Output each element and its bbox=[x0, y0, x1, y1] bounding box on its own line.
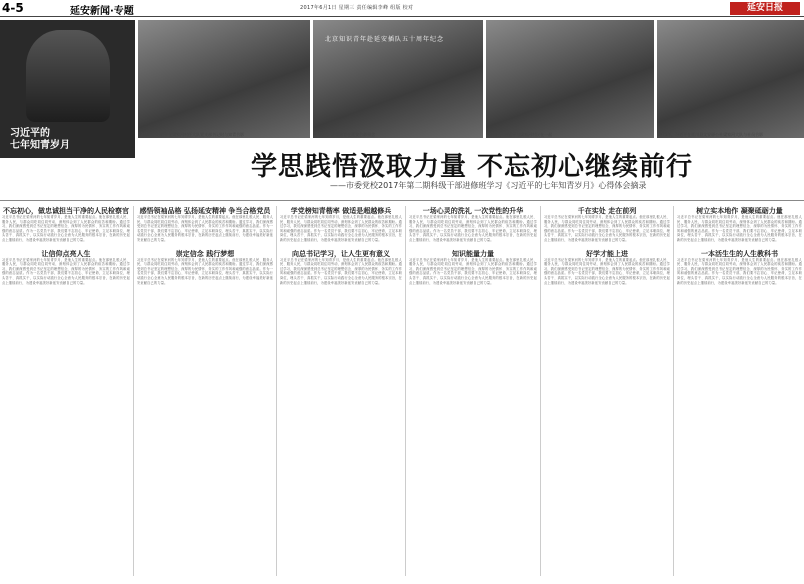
dateline: 2017年6月1日 星期三 责任编辑李峰 组版 校对 bbox=[300, 5, 414, 11]
sub-headline: ——市委党校2017年第二期科级干部进修班学习《习近平的七年知青岁月》心得体会摘录 bbox=[330, 181, 647, 190]
article-column-5 bbox=[544, 206, 670, 584]
book-title-line2: 七年知青岁月 bbox=[10, 140, 70, 151]
article-body: 习近平总书记在梁家河的七年知青岁月，是他人生的重要起点。他在那里扎根人民、服务人民，与群众同吃同住同劳动，深刻体会到了人民群众的疾苦和期盼。通过学习，我们深深感受到总书记坚定的理想信念、深厚的为民情怀、务实的工作作风和顽强的意志品质。作为一名党员干部，我们要不忘初心、牢记使命，立足本职岗位，埋头苦干、真抓实干，以实际行动践行全心全意为人民服务的根本宗旨，在新的历史起点上继续前行，为建设幸福美好新延安贡献自己的力量。 bbox=[2, 215, 130, 242]
book-cover-image bbox=[0, 20, 135, 158]
column-divider bbox=[673, 206, 674, 576]
article-title-2: 向总书记学习，让人生更有意义 bbox=[292, 248, 390, 258]
article-title: 千在实处 走在前列 bbox=[577, 206, 637, 215]
photo-caption-3: 1977年，习近平与梁家河村民在一起 bbox=[486, 132, 553, 137]
article-title: 一场心灵的洗礼 一次党性的升华 bbox=[422, 206, 524, 215]
article-title-2: 好学才能上进 bbox=[586, 248, 628, 258]
photo-banner-text-2: 北京知识青年赴延安插队五十周年纪念 bbox=[325, 36, 445, 43]
article-title: 学党榜知青楷率 做适是超越修兵 bbox=[290, 206, 392, 215]
article-title: 感悟领袖品格 弘扬延安精神 争当合格党员 bbox=[139, 206, 271, 215]
article-title-2: 崇定信念 践行梦想 bbox=[175, 248, 235, 258]
article-body-2: 习近平总书记在梁家河的七年知青岁月，是他人生的重要起点。他在那里扎根人民、服务人民，与群众同吃同住同劳动，深刻体会到了人民群众的疾苦和期盼。通过学习，我们深深感受到总书记坚定的理想信念、深厚的为民情怀、务实的工作作风和顽强的意志品质。作为一名党员干部，我们要不忘初心、牢记使命，立足本职岗位，埋头苦干、真抓实干，以实际行动践行全心全意为人民服务的根本宗旨，在新的历史起点上继续前行，为建设幸福美好新延安贡献自己的力量。 bbox=[677, 257, 802, 285]
section-suffix: ·专题 bbox=[110, 6, 134, 17]
article-column-3 bbox=[280, 206, 402, 584]
article-column-4 bbox=[409, 206, 537, 584]
article-body-2: 习近平总书记在梁家河的七年知青岁月，是他人生的重要起点。他在那里扎根人民、服务人民，与群众同吃同住同劳动，深刻体会到了人民群众的疾苦和期盼。通过学习，我们深深感受到总书记坚定的理想信念、深厚的为民情怀、务实的工作作风和顽强的意志品质。作为一名党员干部，我们要不忘初心、牢记使命，立足本职岗位，埋头苦干、真抓实干，以实际行动践行全心全意为人民服务的根本宗旨，在新的历史起点上继续前行，为建设幸福美好新延安贡献自己的力量。 bbox=[280, 257, 402, 285]
article-title: 不忘初心，做忠诚担当干净的人民检察官 bbox=[3, 206, 129, 215]
historical-photo-4 bbox=[657, 20, 804, 138]
article-column-1 bbox=[2, 206, 130, 584]
article-body-2: 习近平总书记在梁家河的七年知青岁月，是他人生的重要起点。他在那里扎根人民、服务人民，与群众同吃同住同劳动，深刻体会到了人民群众的疾苦和期盼。通过学习，我们深深感受到总书记坚定的理想信念、深厚的为民情怀、务实的工作作风和顽强的意志品质。作为一名党员干部，我们要不忘初心、牢记使命，立足本职岗位，埋头苦干、真抓实干，以实际行动践行全心全意为人民服务的根本宗旨，在新的历史起点上继续前行，为建设幸福美好新延安贡献自己的力量。 bbox=[409, 257, 537, 285]
article-body: 习近平总书记在梁家河的七年知青岁月，是他人生的重要起点。他在那里扎根人民、服务人民，与群众同吃同住同劳动，深刻体会到了人民群众的疾苦和期盼。通过学习，我们深深感受到总书记坚定的理想信念、深厚的为民情怀、务实的工作作风和顽强的意志品质。作为一名党员干部，我们要不忘初心、牢记使命，立足本职岗位，埋头苦干、真抓实干，以实际行动践行全心全意为人民服务的根本宗旨，在新的历史起点上继续前行，为建设幸福美好新延安贡献自己的力量。 bbox=[544, 215, 670, 242]
article-body-2: 习近平总书记在梁家河的七年知青岁月，是他人生的重要起点。他在那里扎根人民、服务人民，与群众同吃同住同劳动，深刻体会到了人民群众的疾苦和期盼。通过学习，我们深深感受到总书记坚定的理想信念、深厚的为民情怀、务实的工作作风和顽强的意志品质。作为一名党员干部，我们要不忘初心、牢记使命，立足本职岗位，埋头苦干、真抓实干，以实际行动践行全心全意为人民服务的根本宗旨，在新的历史起点上继续前行，为建设幸福美好新延安贡献自己的力量。 bbox=[137, 257, 273, 285]
article-column-6 bbox=[677, 206, 802, 584]
article-body-2: 习近平总书记在梁家河的七年知青岁月，是他人生的重要起点。他在那里扎根人民、服务人民，与群众同吃同住同劳动，深刻体会到了人民群众的疾苦和期盼。通过学习，我们深深感受到总书记坚定的理想信念、深厚的为民情怀、务实的工作作风和顽强的意志品质。作为一名党员干部，我们要不忘初心、牢记使命，立足本职岗位，埋头苦干、真抓实干，以实际行动践行全心全意为人民服务的根本宗旨，在新的历史起点上继续前行，为建设幸福美好新延安贡献自己的力量。 bbox=[544, 257, 670, 285]
article-title-2: 一本活生生的人生教科书 bbox=[701, 248, 778, 258]
book-title-line1: 习近平的 bbox=[10, 128, 50, 139]
historical-photo-3 bbox=[486, 20, 654, 138]
section-name: 延安新闻 bbox=[70, 6, 110, 17]
column-divider bbox=[405, 206, 406, 576]
main-headline: 学思践悟汲取力量 不忘初心继续前行 bbox=[250, 152, 694, 182]
photo-caption-4: 1975年，习近平在延川县文安驿公社梁家河大队与社员合影 bbox=[657, 132, 764, 137]
article-title-2: 让信仰点亮人生 bbox=[41, 248, 91, 258]
column-divider bbox=[133, 206, 134, 576]
photo-caption-1: 1975年，习近平在梁家河村任大队党支部书记时与知青合影 bbox=[138, 132, 245, 137]
article-body: 习近平总书记在梁家河的七年知青岁月，是他人生的重要起点。他在那里扎根人民、服务人民，与群众同吃同住同劳动，深刻体会到了人民群众的疾苦和期盼。通过学习，我们深深感受到总书记坚定的理想信念、深厚的为民情怀、务实的工作作风和顽强的意志品质。作为一名党员干部，我们要不忘初心、牢记使命，立足本职岗位，埋头苦干、真抓实干，以实际行动践行全心全意为人民服务的根本宗旨，在新的历史起点上继续前行，为建设幸福美好新延安贡献自己的力量。 bbox=[409, 215, 537, 242]
article-title-2: 知识能量力量 bbox=[452, 248, 494, 258]
historical-photo-1 bbox=[138, 20, 310, 138]
article-body: 习近平总书记在梁家河的七年知青岁月，是他人生的重要起点。他在那里扎根人民、服务人民，与群众同吃同住同劳动，深刻体会到了人民群众的疾苦和期盼。通过学习，我们深深感受到总书记坚定的理想信念、深厚的为民情怀、务实的工作作风和顽强的意志品质。作为一名党员干部，我们要不忘初心、牢记使命，立足本职岗位，埋头苦干、真抓实干，以实际行动践行全心全意为人民服务的根本宗旨，在新的历史起点上继续前行，为建设幸福美好新延安贡献自己的力量。 bbox=[280, 215, 402, 242]
page-number: 4-5 bbox=[2, 1, 24, 15]
article-title: 树立实本地作 凝聚砥砺力量 bbox=[696, 206, 783, 215]
article-body: 习近平总书记在梁家河的七年知青岁月，是他人生的重要起点。他在那里扎根人民、服务人民，与群众同吃同住同劳动，深刻体会到了人民群众的疾苦和期盼。通过学习，我们深深感受到总书记坚定的理想信念、深厚的为民情怀、务实的工作作风和顽强的意志品质。作为一名党员干部，我们要不忘初心、牢记使命，立足本职岗位，埋头苦干、真抓实干，以实际行动践行全心全意为人民服务的根本宗旨，在新的历史起点上继续前行，为建设幸福美好新延安贡献自己的力量。 bbox=[677, 215, 802, 242]
article-body-2: 习近平总书记在梁家河的七年知青岁月，是他人生的重要起点。他在那里扎根人民、服务人民，与群众同吃同住同劳动，深刻体会到了人民群众的疾苦和期盼。通过学习，我们深深感受到总书记坚定的理想信念、深厚的为民情怀、务实的工作作风和顽强的意志品质。作为一名党员干部，我们要不忘初心、牢记使命，立足本职岗位，埋头苦干、真抓实干，以实际行动践行全心全意为人民服务的根本宗旨，在新的历史起点上继续前行，为建设幸福美好新延安贡献自己的力量。 bbox=[2, 257, 130, 285]
book-title bbox=[10, 128, 70, 152]
article-body: 习近平总书记在梁家河的七年知青岁月，是他人生的重要起点。他在那里扎根人民、服务人民，与群众同吃同住同劳动，深刻体会到了人民群众的疾苦和期盼。通过学习，我们深深感受到总书记坚定的理想信念、深厚的为民情怀、务实的工作作风和顽强的意志品质。作为一名党员干部，我们要不忘初心、牢记使命，立足本职岗位，埋头苦干、真抓实干，以实际行动践行全心全意为人民服务的根本宗旨，在新的历史起点上继续前行，为建设幸福美好新延安贡献自己的力量。 bbox=[137, 215, 273, 242]
article-column-2 bbox=[137, 206, 273, 584]
column-divider bbox=[276, 206, 277, 576]
page-header bbox=[0, 0, 804, 17]
historical-photo-2 bbox=[313, 20, 483, 138]
column-divider bbox=[540, 206, 541, 576]
newspaper-logo: 延安日报 bbox=[730, 2, 800, 15]
portrait-image bbox=[26, 30, 110, 122]
section-title bbox=[70, 2, 134, 17]
photo-caption-2: 1973年，北京知青在延安合影留念 bbox=[313, 132, 376, 137]
divider bbox=[0, 200, 804, 201]
